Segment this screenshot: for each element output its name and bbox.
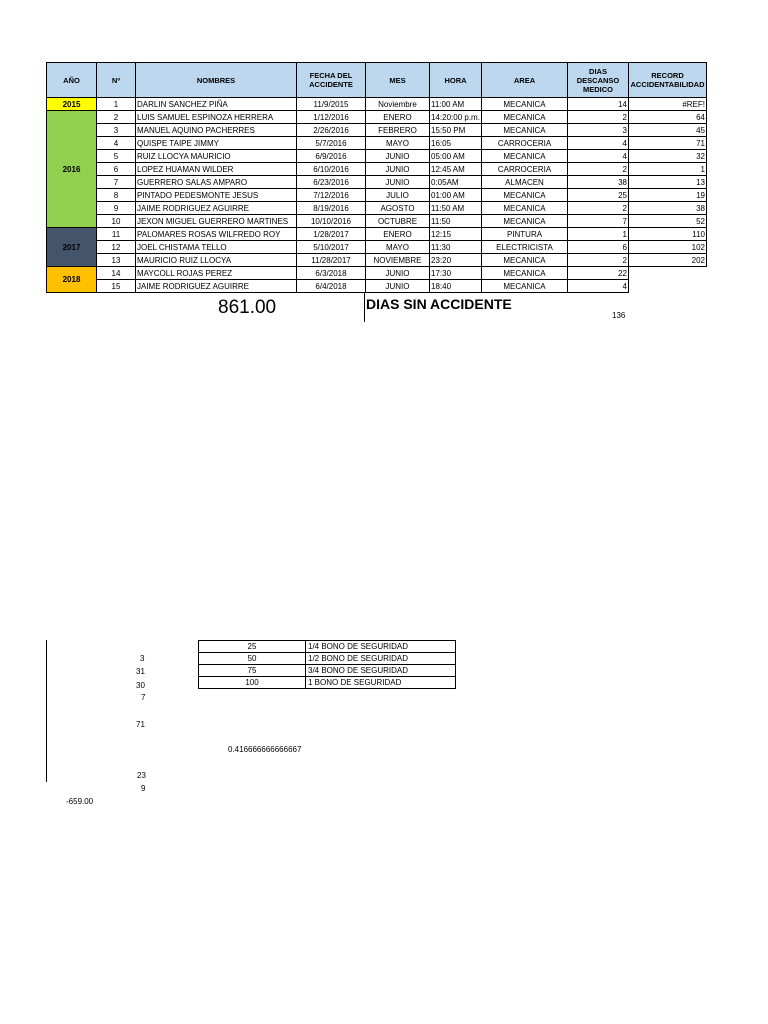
cell-nombre: MANUEL AQUINO PACHERRES — [136, 124, 297, 137]
cell-dias: 2 — [568, 163, 629, 176]
cell-num: 8 — [97, 189, 136, 202]
cell-hora: 15:50 PM — [430, 124, 482, 137]
value-negative: -659.00 — [66, 797, 94, 806]
cell-area: PINTURA — [482, 228, 568, 241]
cell-hora: 11:30 — [430, 241, 482, 254]
cell-num: 1 — [97, 98, 136, 111]
bonus-table — [198, 640, 456, 689]
table-row — [47, 215, 707, 228]
cell-nombre: DARLIN SANCHEZ PIÑA — [136, 98, 297, 111]
cell-dias: 38 — [568, 176, 629, 189]
cell-fecha: 7/12/2016 — [297, 189, 366, 202]
cell-fecha: 6/4/2018 — [297, 280, 366, 293]
cell-area: MECANICA — [482, 189, 568, 202]
cell-hora: 11:50 AM — [430, 202, 482, 215]
header-row — [47, 63, 707, 98]
cell-dias: 4 — [568, 280, 629, 293]
cell-mes: AGOSTO — [366, 202, 430, 215]
cell-fecha: 6/10/2016 — [297, 163, 366, 176]
cell-area: MECANICA — [482, 215, 568, 228]
header-area: AREA — [482, 63, 568, 98]
table-row — [47, 189, 707, 202]
cell-fecha: 10/10/2016 — [297, 215, 366, 228]
cell-mes: ENERO — [366, 111, 430, 124]
table-row — [47, 150, 707, 163]
bonus-desc: 1 BONO DE SEGURIDAD — [306, 677, 456, 689]
table-row — [47, 241, 707, 254]
value-30: 30 — [136, 681, 145, 690]
table-row — [47, 176, 707, 189]
table-row — [47, 137, 707, 150]
cell-num: 9 — [97, 202, 136, 215]
cell-hora: 23:20 — [430, 254, 482, 267]
cell-num: 5 — [97, 150, 136, 163]
value-31: 31 — [136, 667, 145, 676]
divider-line — [364, 292, 365, 322]
cell-dias: 25 — [568, 189, 629, 202]
header-dias: DIAS DESCANSO MEDICO — [568, 63, 629, 98]
cell-nombre: JAIME RODRIGUEZ AGUIRRE — [136, 280, 297, 293]
cell-area: MECANICA — [482, 98, 568, 111]
bonus-pct: 50 — [199, 653, 306, 665]
cell-num: 11 — [97, 228, 136, 241]
cell-nombre: JOEL CHISTAMA TELLO — [136, 241, 297, 254]
cell-record: 1 — [629, 163, 707, 176]
cell-area: CARROCERIA — [482, 137, 568, 150]
header-fecha: FECHA DEL ACCIDENTE — [297, 63, 366, 98]
value-fraction: 0.416666666666667 — [228, 745, 302, 754]
bonus-pct: 25 — [199, 641, 306, 653]
cell-mes: JUNIO — [366, 280, 430, 293]
cell-hora: 18:40 — [430, 280, 482, 293]
header-mes: MES — [366, 63, 430, 98]
cell-nombre: PALOMARES ROSAS WILFREDO ROY — [136, 228, 297, 241]
cell-dias: 4 — [568, 137, 629, 150]
cell-record: 102 — [629, 241, 707, 254]
cell-nombre: RUIZ LLOCYA MAURICIO — [136, 150, 297, 163]
cell-mes: JUNIO — [366, 176, 430, 189]
cell-nombre: PINTADO PEDESMONTE JESUS — [136, 189, 297, 202]
cell-fecha: 5/10/2017 — [297, 241, 366, 254]
cell-mes: JUNIO — [366, 267, 430, 280]
cell-num: 3 — [97, 124, 136, 137]
cell-hora: 0:05AM — [430, 176, 482, 189]
cell-record: #REF! — [629, 98, 707, 111]
value-7: 7 — [141, 693, 146, 702]
cell-record: 45 — [629, 124, 707, 137]
cell-num: 13 — [97, 254, 136, 267]
cell-dias: 1 — [568, 228, 629, 241]
cell-area: MECANICA — [482, 124, 568, 137]
table-row — [47, 228, 707, 241]
bonus-desc: 3/4 BONO DE SEGURIDAD — [306, 665, 456, 677]
year-2016: 2016 — [47, 111, 97, 228]
value-3: 3 — [140, 654, 145, 663]
cell-nombre: LUIS SAMUEL ESPINOZA HERRERA — [136, 111, 297, 124]
cell-nombre: MAYCOLL ROJAS PEREZ — [136, 267, 297, 280]
value-71: 71 — [136, 720, 145, 729]
bonus-desc: 1/4 BONO DE SEGURIDAD — [306, 641, 456, 653]
cell-fecha: 1/28/2017 — [297, 228, 366, 241]
year-2017: 2017 — [47, 228, 97, 267]
cell-num: 12 — [97, 241, 136, 254]
cell-num: 14 — [97, 267, 136, 280]
cell-record: 13 — [629, 176, 707, 189]
cell-record: 110 — [629, 228, 707, 241]
cell-fecha: 1/12/2016 — [297, 111, 366, 124]
cell-dias: 22 — [568, 267, 629, 280]
cell-mes: JUNIO — [366, 150, 430, 163]
cell-area: MECANICA — [482, 254, 568, 267]
table-row — [47, 124, 707, 137]
cell-fecha: 5/7/2016 — [297, 137, 366, 150]
cell-mes: JULIO — [366, 189, 430, 202]
cell-dias: 2 — [568, 254, 629, 267]
cell-area: MECANICA — [482, 202, 568, 215]
cell-fecha: 11/9/2015 — [297, 98, 366, 111]
cell-hora: 17:30 — [430, 267, 482, 280]
cell-area: MECANICA — [482, 267, 568, 280]
table-row — [47, 111, 707, 124]
cell-record: 202 — [629, 254, 707, 267]
cell-record: 19 — [629, 189, 707, 202]
year-2018: 2018 — [47, 267, 97, 293]
table-row — [47, 163, 707, 176]
bonus-row — [199, 641, 456, 653]
cell-mes: FEBRERO — [366, 124, 430, 137]
total-dias: 861.00 — [218, 297, 277, 318]
cell-num: 2 — [97, 111, 136, 124]
cell-nombre: QUISPE TAIPE JIMMY — [136, 137, 297, 150]
cell-area: CARROCERIA — [482, 163, 568, 176]
cell-nombre: LOPEZ HUAMAN WILDER — [136, 163, 297, 176]
cell-record-empty — [629, 267, 707, 280]
cell-hora: 12:45 AM — [430, 163, 482, 176]
accident-record-table — [46, 62, 707, 293]
table-row — [47, 98, 707, 111]
cell-num: 10 — [97, 215, 136, 228]
header-anio: AÑO — [47, 63, 97, 98]
cell-hora: 01:00 AM — [430, 189, 482, 202]
cell-area: MECANICA — [482, 111, 568, 124]
cell-record: 64 — [629, 111, 707, 124]
cell-dias: 2 — [568, 202, 629, 215]
cell-dias: 6 — [568, 241, 629, 254]
bonus-desc: 1/2 BONO DE SEGURIDAD — [306, 653, 456, 665]
cell-fecha: 11/28/2017 — [297, 254, 366, 267]
header-num: Nº — [97, 63, 136, 98]
cell-area: ELECTRICISTA — [482, 241, 568, 254]
cell-dias: 7 — [568, 215, 629, 228]
cell-hora: 11:00 AM — [430, 98, 482, 111]
table-row — [47, 202, 707, 215]
cell-num: 7 — [97, 176, 136, 189]
header-record: RECORD ACCIDENTABILIDAD — [629, 63, 707, 98]
cell-fecha: 6/23/2016 — [297, 176, 366, 189]
divider-line — [46, 640, 47, 782]
cell-dias: 3 — [568, 124, 629, 137]
table-row — [47, 254, 707, 267]
cell-mes: JUNIO — [366, 163, 430, 176]
table-row — [47, 267, 707, 280]
cell-mes: ENERO — [366, 228, 430, 241]
cell-mes: MAYO — [366, 241, 430, 254]
cell-hora: 12:15 — [430, 228, 482, 241]
cell-fecha: 2/26/2016 — [297, 124, 366, 137]
bonus-row — [199, 677, 456, 689]
bonus-row — [199, 653, 456, 665]
cell-area: ALMACEN — [482, 176, 568, 189]
cell-record: 71 — [629, 137, 707, 150]
cell-mes: OCTUBRE — [366, 215, 430, 228]
cell-mes: Noviembre — [366, 98, 430, 111]
cell-record: 38 — [629, 202, 707, 215]
bonus-row — [199, 665, 456, 677]
cell-num: 6 — [97, 163, 136, 176]
cell-num: 15 — [97, 280, 136, 293]
cell-dias: 14 — [568, 98, 629, 111]
cell-area: MECANICA — [482, 280, 568, 293]
cell-fecha: 6/9/2016 — [297, 150, 366, 163]
dias-sin-accidente-label: DIAS SIN ACCIDENTE — [366, 296, 512, 312]
cell-nombre: JAIME RODRIGUEZ AGUIRRE — [136, 202, 297, 215]
cell-mes: NOVIEMBRE — [366, 254, 430, 267]
cell-num: 4 — [97, 137, 136, 150]
cell-nombre: MAURICIO RUIZ LLOCYA — [136, 254, 297, 267]
header-nombres: NOMBRES — [136, 63, 297, 98]
cell-hora: 11:50 — [430, 215, 482, 228]
bonus-pct: 75 — [199, 665, 306, 677]
cell-hora: 14:20:00 p.m. — [431, 112, 480, 122]
table-row — [47, 280, 707, 293]
cell-fecha: 8/19/2016 — [297, 202, 366, 215]
cell-hora: 16:05 — [430, 137, 482, 150]
value-9: 9 — [141, 784, 146, 793]
cell-area: MECANICA — [482, 150, 568, 163]
bonus-pct: 100 — [199, 677, 306, 689]
cell-record: 32 — [629, 150, 707, 163]
cell-nombre: JEXON MIGUEL GUERRERO MARTINES — [136, 215, 297, 228]
cell-nombre: GUERRERO SALAS AMPARO — [136, 176, 297, 189]
cell-hora: 05:00 AM — [430, 150, 482, 163]
cell-mes: MAYO — [366, 137, 430, 150]
value-23: 23 — [137, 771, 146, 780]
cell-dias: 2 — [568, 111, 629, 124]
cell-dias: 4 — [568, 150, 629, 163]
cell-record: 52 — [629, 215, 707, 228]
header-hora: HORA — [430, 63, 482, 98]
year-2015: 2015 — [47, 98, 97, 111]
cell-record-empty — [629, 280, 707, 293]
dias-sin-accidente-value: 136 — [612, 311, 626, 320]
cell-fecha: 6/3/2018 — [297, 267, 366, 280]
